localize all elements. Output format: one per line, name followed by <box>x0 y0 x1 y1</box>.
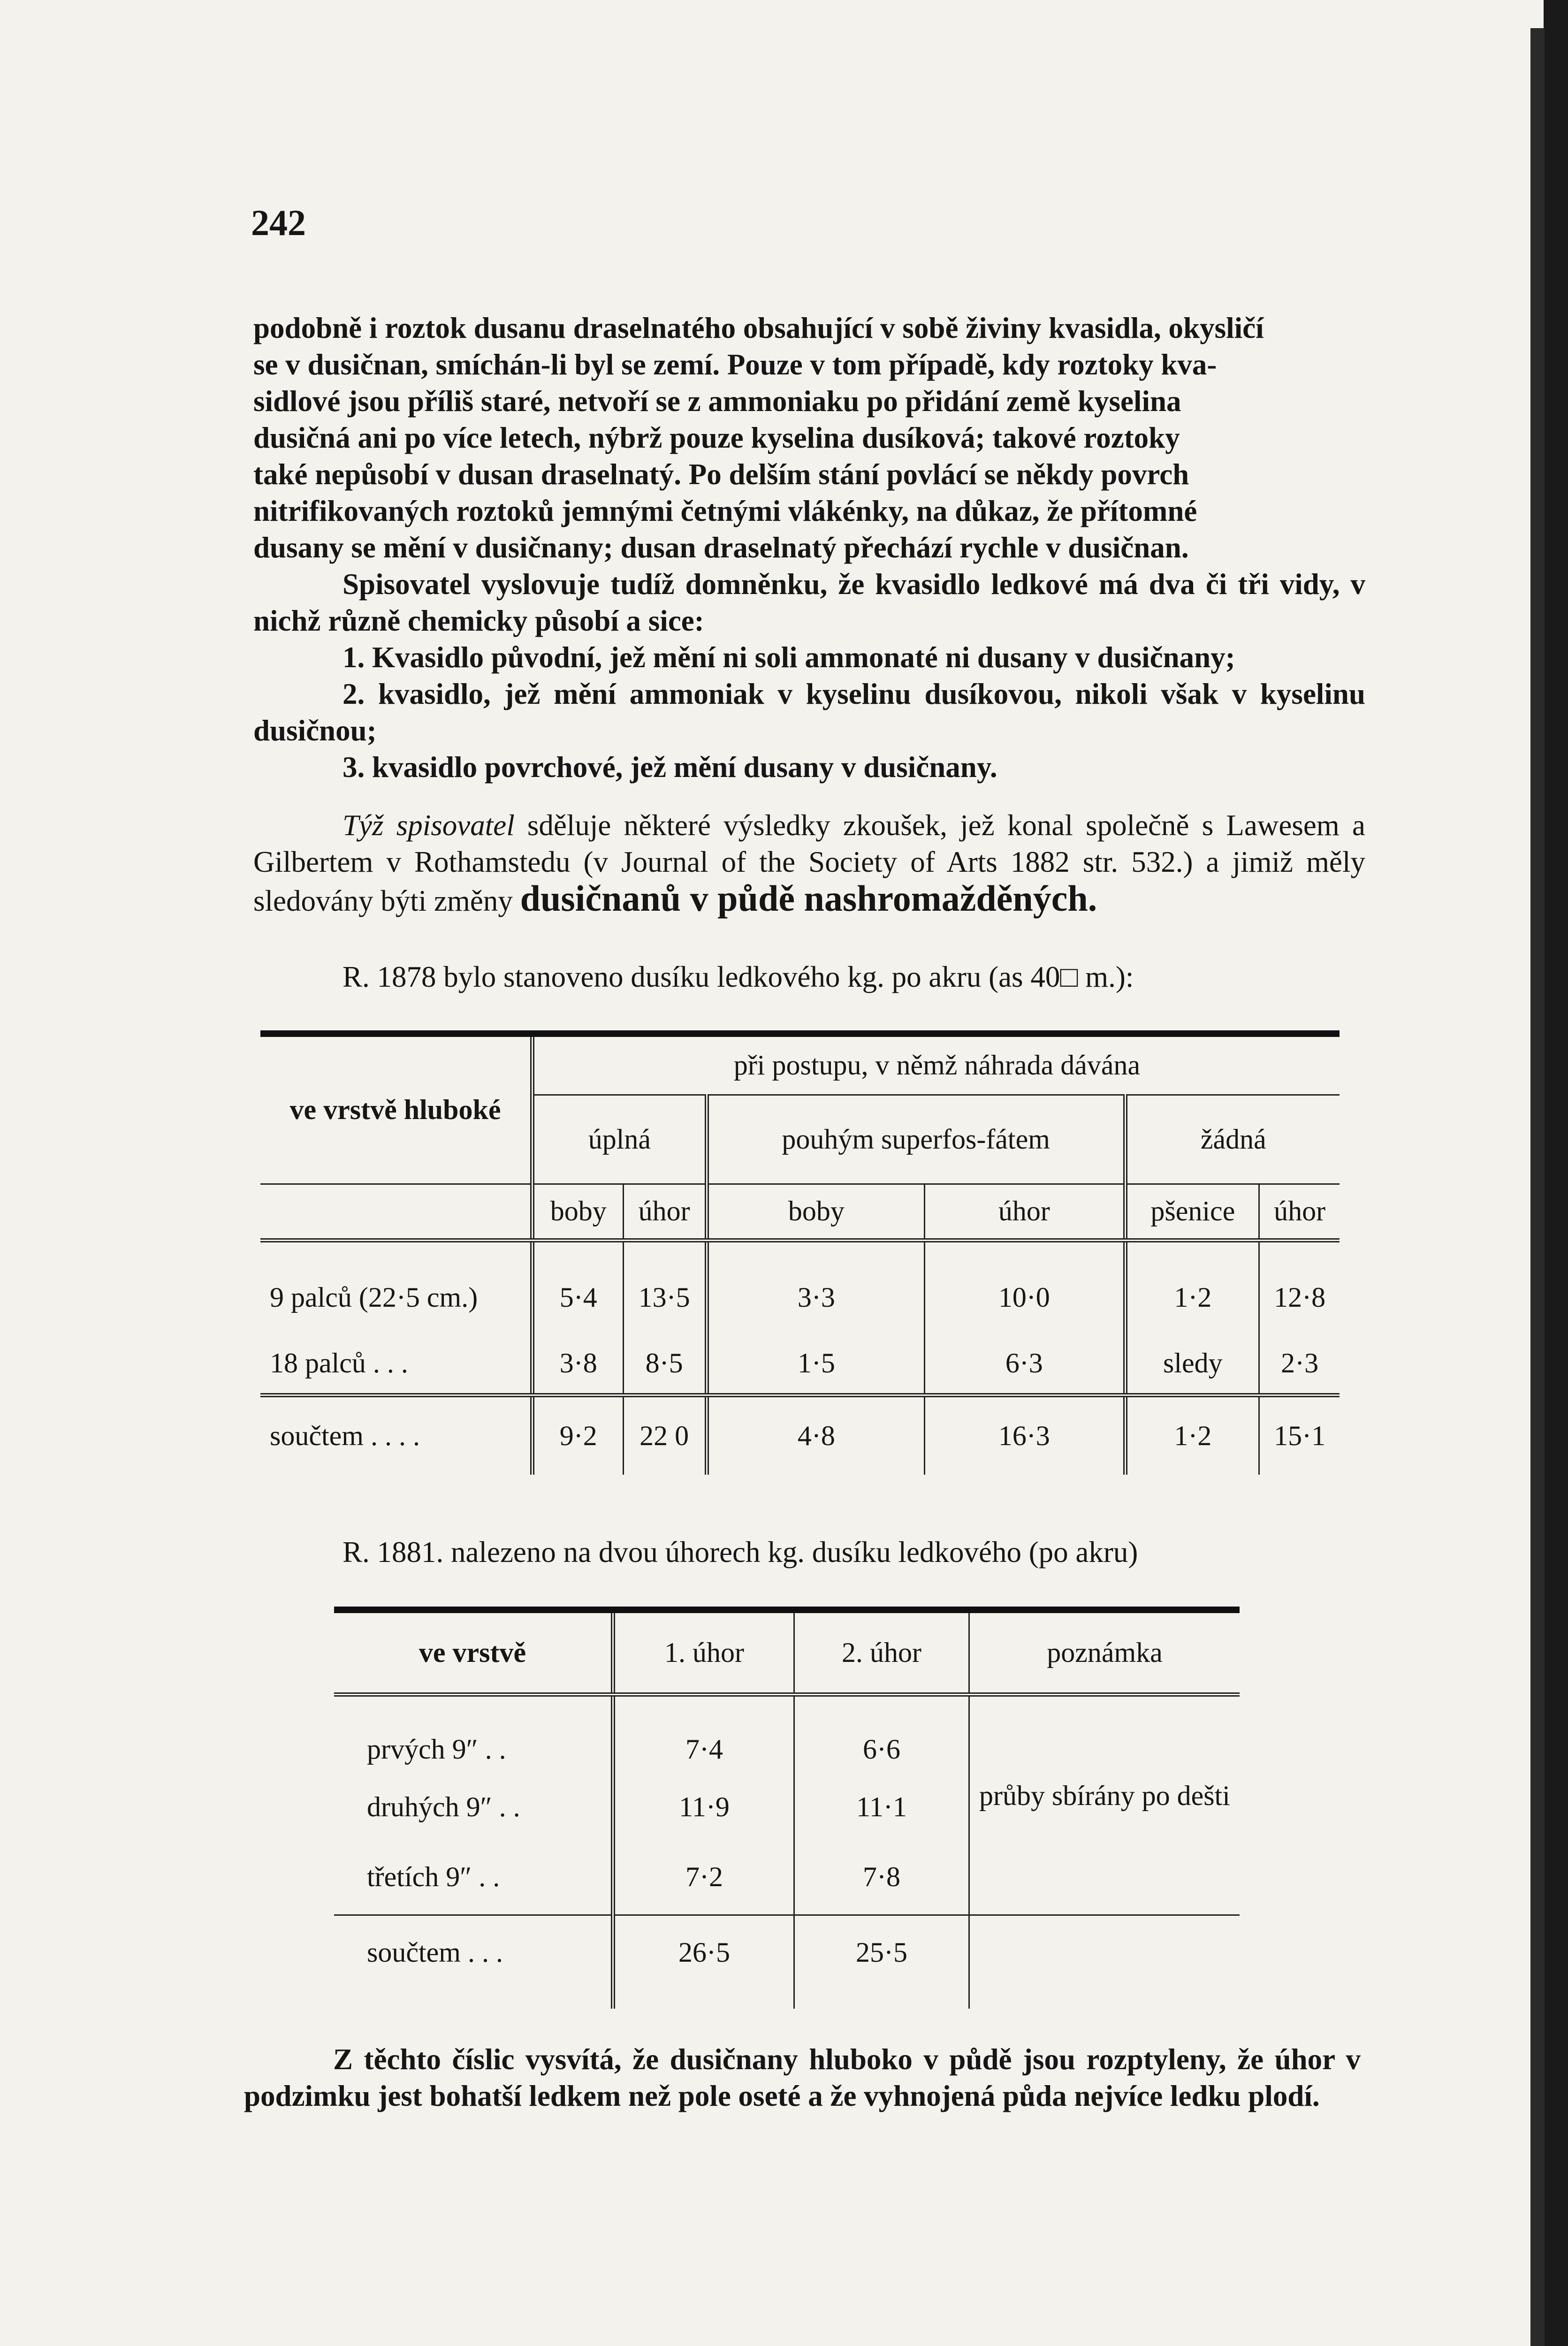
paragraph-2: Spisovatel vyslovuje tudíž domněnku, že kvasidlo ledkové má dva či tři vidy, v nichž různě chemicky působí a sice: <box>253 568 1365 637</box>
t2-cell: 7·2 <box>613 1840 794 1915</box>
table-row <box>260 1395 1340 1475</box>
p1-line: dusany se mění v dusičnany; dusan draselnatý přechází rychle v dusičnan. <box>253 531 1189 564</box>
t2-cell: 7·4 <box>613 1694 794 1774</box>
t2-header: 1. úhor <box>613 1610 794 1694</box>
table-row <box>260 1334 1340 1395</box>
t1-cell: 1·2 <box>1125 1240 1259 1334</box>
list-item-1: 1. Kvasidlo původní, jež mění ni soli ammonaté ni dusany v dusičnany; <box>343 641 1235 674</box>
t1-cell: 10·0 <box>925 1240 1125 1334</box>
t1-subheader: pšenice <box>1125 1184 1259 1240</box>
t1-row-label: součtem . . . . <box>270 1420 420 1451</box>
t1-cell: 4·8 <box>707 1395 924 1475</box>
table1-caption: R. 1878 bylo stanoveno dusíku ledkového kg. po akru (as 40□ m.): <box>343 960 1134 993</box>
t2-cell: 7·8 <box>794 1840 969 1915</box>
t1-group-header: při postupu, v němž náhrada dávána <box>533 1034 1340 1095</box>
t1-cell: 3·8 <box>533 1334 624 1395</box>
t1-cell: 9·2 <box>533 1395 624 1475</box>
table-1878 <box>260 1030 1340 1475</box>
t1-row-label: 9 palců (22·5 cm.) <box>270 1281 478 1313</box>
t1-cell: sledy <box>1125 1334 1259 1395</box>
t1-cell: 13·5 <box>623 1240 707 1334</box>
p1-line: také nepůsobí v dusan draselnatý. Po delším stání povlácí se někdy povrch <box>253 458 1189 491</box>
t2-row-label: prvých 9″ . . <box>367 1733 506 1765</box>
t1-subheader: boby <box>707 1184 924 1240</box>
table-row <box>334 1694 1240 1774</box>
t1-group-zadna: žádná <box>1125 1095 1340 1184</box>
conclusion-text: Z těchto číslic vysvítá, že dusičnany hluboko v půdě jsou rozptyleny, že úhor v podzimku jest bohatší ledkem než pole oseté a že vyhnojená půda nejvíce ledku plodí. <box>244 2043 1361 2112</box>
paragraph-3-text: sděluje některé výsledky zkoušek, jež konal společně s Lawesem a Gilbertem v Rothamstedu (v Journal of the Society of Arts 1882 str. 532.) a jimiž měly sledovány býti změny <box>253 809 1365 917</box>
t2-note: průby sbírány po dešti <box>969 1694 1240 1915</box>
t1-subheader: úhor <box>1259 1184 1340 1240</box>
table2-caption: R. 1881. nalezeno na dvou úhorech kg. dusíku ledkového (po akru) <box>343 1536 1138 1569</box>
t1-subheader: boby <box>533 1184 624 1240</box>
list-item-3: 3. kvasidlo povrchové, jež mění dusany v dusičnany. <box>343 751 997 784</box>
t1-subheader-empty <box>260 1184 533 1240</box>
p1-line: nitrifikovaných roztoků jemnými četnými vlákénky, na důkaz, že přítomné <box>253 495 1197 527</box>
table-1881 <box>334 1607 1240 2009</box>
table-row <box>260 1240 1340 1334</box>
t2-total-label: součtem . . . <box>367 1937 503 1968</box>
page-number: 242 <box>251 202 306 243</box>
author-ref: Týž spisovatel <box>343 809 515 842</box>
t1-cell: 3·3 <box>707 1240 924 1334</box>
p1-line: podobně i roztok dusanu draselnatého obsahující v sobě živiny kvasidla, okysličí <box>253 312 1264 344</box>
conclusion-paragraph <box>244 2041 1361 2114</box>
paragraph-3 <box>253 807 1365 919</box>
p1-line: se v dusičnan, smíchán-li byl se zemí. Pouze v tom případě, kdy roztoky kva- <box>253 348 1217 381</box>
paragraph-1 <box>253 310 1365 785</box>
t2-cell: 6·6 <box>794 1694 969 1774</box>
table-row <box>334 1915 1240 2009</box>
t1-cell: 16·3 <box>925 1395 1125 1475</box>
t1-cell: 5·4 <box>533 1240 624 1334</box>
t1-subheader: úhor <box>925 1184 1125 1240</box>
t1-cell: 1·2 <box>1125 1395 1259 1475</box>
t2-header: ve vrstvě <box>334 1610 613 1694</box>
t2-row-label: třetích 9″ . . <box>334 1840 613 1915</box>
t2-cell-empty <box>969 1915 1240 2009</box>
t1-cell: 8·5 <box>623 1334 707 1395</box>
t1-subheader: úhor <box>623 1184 707 1240</box>
t1-cell: 22 0 <box>623 1395 707 1475</box>
t1-cell: 6·3 <box>925 1334 1125 1395</box>
t1-cell: 15·1 <box>1259 1395 1340 1475</box>
t1-cell: 1·5 <box>707 1334 924 1395</box>
t2-header: 2. úhor <box>794 1610 969 1694</box>
t2-header: poznámka <box>969 1610 1240 1694</box>
t1-col-header: ve vrstvě hluboké <box>260 1034 533 1184</box>
t2-cell: 26·5 <box>613 1915 794 2009</box>
page-edge-shadow <box>1530 28 1545 2346</box>
t1-group-superfosfat: pouhým superfos-fátem <box>707 1095 1125 1184</box>
t2-cell: 11·1 <box>794 1774 969 1840</box>
t1-row-label: 18 palců . . . <box>260 1334 533 1395</box>
t2-cell: 25·5 <box>794 1915 969 2009</box>
p1-line: sidlové jsou příliš staré, netvoří se z ammoniaku po přidání země kyselina <box>253 385 1181 418</box>
t2-row-label: druhých 9″ . . <box>367 1791 520 1822</box>
t2-cell: 11·9 <box>613 1774 794 1840</box>
t1-cell: 2·3 <box>1259 1334 1340 1395</box>
t1-cell: 12·8 <box>1259 1240 1340 1334</box>
t1-group-uplna: úplná <box>533 1095 707 1184</box>
paragraph-3-emphasis: dusičnanů v půdě nashromažděných. <box>520 878 1097 919</box>
list-item-2: 2. kvasidlo, jež mění ammoniak v kyselinu dusíkovou, nikoli však v kyselinu dusičnou; <box>253 678 1365 747</box>
p1-line: dusičná ani po více letech, nýbrž pouze kyselina dusíková; takové roztoky <box>253 421 1180 454</box>
